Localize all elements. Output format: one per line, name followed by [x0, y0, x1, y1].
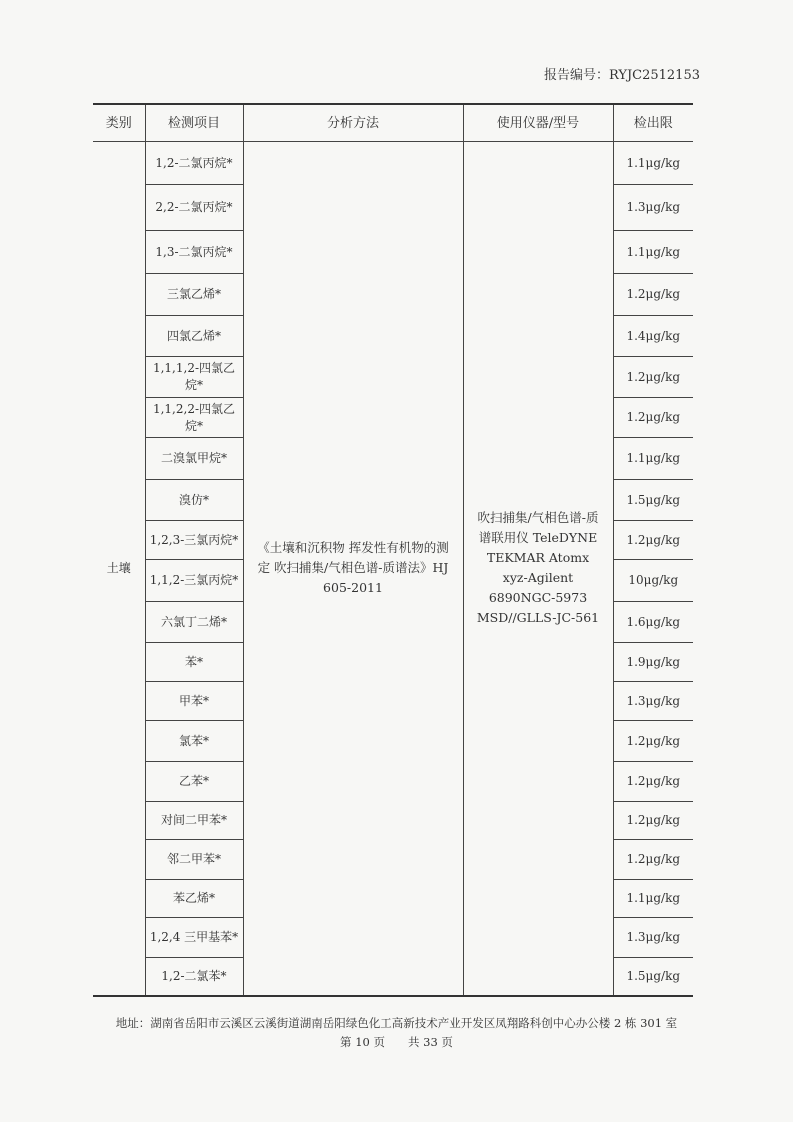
limit-cell: 1.9μg/kg	[613, 643, 693, 682]
item-cell: 氯苯*	[145, 721, 243, 762]
item-cell: 四氯乙烯*	[145, 316, 243, 357]
limit-cell: 1.2μg/kg	[613, 521, 693, 560]
report-number: 报告编号：RYJC2512153	[543, 68, 700, 83]
col-header-method: 分析方法	[243, 104, 463, 142]
item-cell: 六氯丁二烯*	[145, 602, 243, 643]
limit-cell: 1.2μg/kg	[613, 840, 693, 880]
method-cell: 《土壤和沉积物 挥发性有机物的测定 吹扫捕集/气相色谱-质谱法》HJ 605-2011	[243, 142, 463, 996]
table-row	[93, 142, 693, 185]
limit-cell: 1.1μg/kg	[613, 880, 693, 918]
limit-cell: 1.2μg/kg	[613, 398, 693, 438]
table-header-row	[93, 104, 693, 142]
detection-table	[93, 103, 693, 997]
limit-cell: 1.1μg/kg	[613, 142, 693, 185]
item-cell: 1,3-二氯丙烷*	[145, 231, 243, 274]
limit-cell: 1.1μg/kg	[613, 231, 693, 274]
footer-page-number: 第 10 页 共 33 页	[340, 1035, 453, 1049]
category-cell: 土壤	[93, 142, 145, 996]
item-cell: 1,1,2-三氯丙烷*	[145, 560, 243, 602]
limit-cell: 1.5μg/kg	[613, 480, 693, 521]
limit-cell: 1.2μg/kg	[613, 721, 693, 762]
item-cell: 1,2,4 三甲基苯*	[145, 918, 243, 958]
instrument-cell: 吹扫捕集/气相色谱-质谱联用仪 TeleDYNE TEKMAR Atomx xyz-Agilent 6890NGC-5973 MSD//GLLS-JC-561	[463, 142, 613, 996]
item-cell: 1,1,1,2-四氯乙烷*	[145, 357, 243, 398]
footer-address: 地址：湖南省岳阳市云溪区云溪街道湖南岳阳绿色化工高新技术产业开发区凤翔路科创中心办公楼 2 栋 301 室	[115, 1016, 678, 1030]
col-header-category: 类别	[93, 104, 145, 142]
item-cell: 三氯乙烯*	[145, 274, 243, 316]
limit-cell: 1.3μg/kg	[613, 185, 693, 231]
item-cell: 1,2-二氯苯*	[145, 958, 243, 996]
limit-cell: 1.2μg/kg	[613, 274, 693, 316]
item-cell: 苯乙烯*	[145, 880, 243, 918]
limit-cell: 1.6μg/kg	[613, 602, 693, 643]
item-cell: 二溴氯甲烷*	[145, 438, 243, 480]
item-cell: 2,2-二氯丙烷*	[145, 185, 243, 231]
limit-cell: 1.2μg/kg	[613, 802, 693, 840]
item-cell: 1,1,2,2-四氯乙烷*	[145, 398, 243, 438]
item-cell: 乙苯*	[145, 762, 243, 802]
limit-cell: 10μg/kg	[613, 560, 693, 602]
col-header-item: 检测项目	[145, 104, 243, 142]
limit-cell: 1.2μg/kg	[613, 357, 693, 398]
limit-cell: 1.3μg/kg	[613, 682, 693, 721]
limit-cell: 1.5μg/kg	[613, 958, 693, 996]
item-cell: 1,2,3-三氯丙烷*	[145, 521, 243, 560]
item-cell: 甲苯*	[145, 682, 243, 721]
item-cell: 对间二甲苯*	[145, 802, 243, 840]
col-header-instrument: 使用仪器/型号	[463, 104, 613, 142]
limit-cell: 1.4μg/kg	[613, 316, 693, 357]
limit-cell: 1.1μg/kg	[613, 438, 693, 480]
item-cell: 苯*	[145, 643, 243, 682]
limit-cell: 1.3μg/kg	[613, 918, 693, 958]
col-header-limit: 检出限	[613, 104, 693, 142]
item-cell: 1,2-二氯丙烷*	[145, 142, 243, 185]
item-cell: 邻二甲苯*	[145, 840, 243, 880]
limit-cell: 1.2μg/kg	[613, 762, 693, 802]
item-cell: 溴仿*	[145, 480, 243, 521]
